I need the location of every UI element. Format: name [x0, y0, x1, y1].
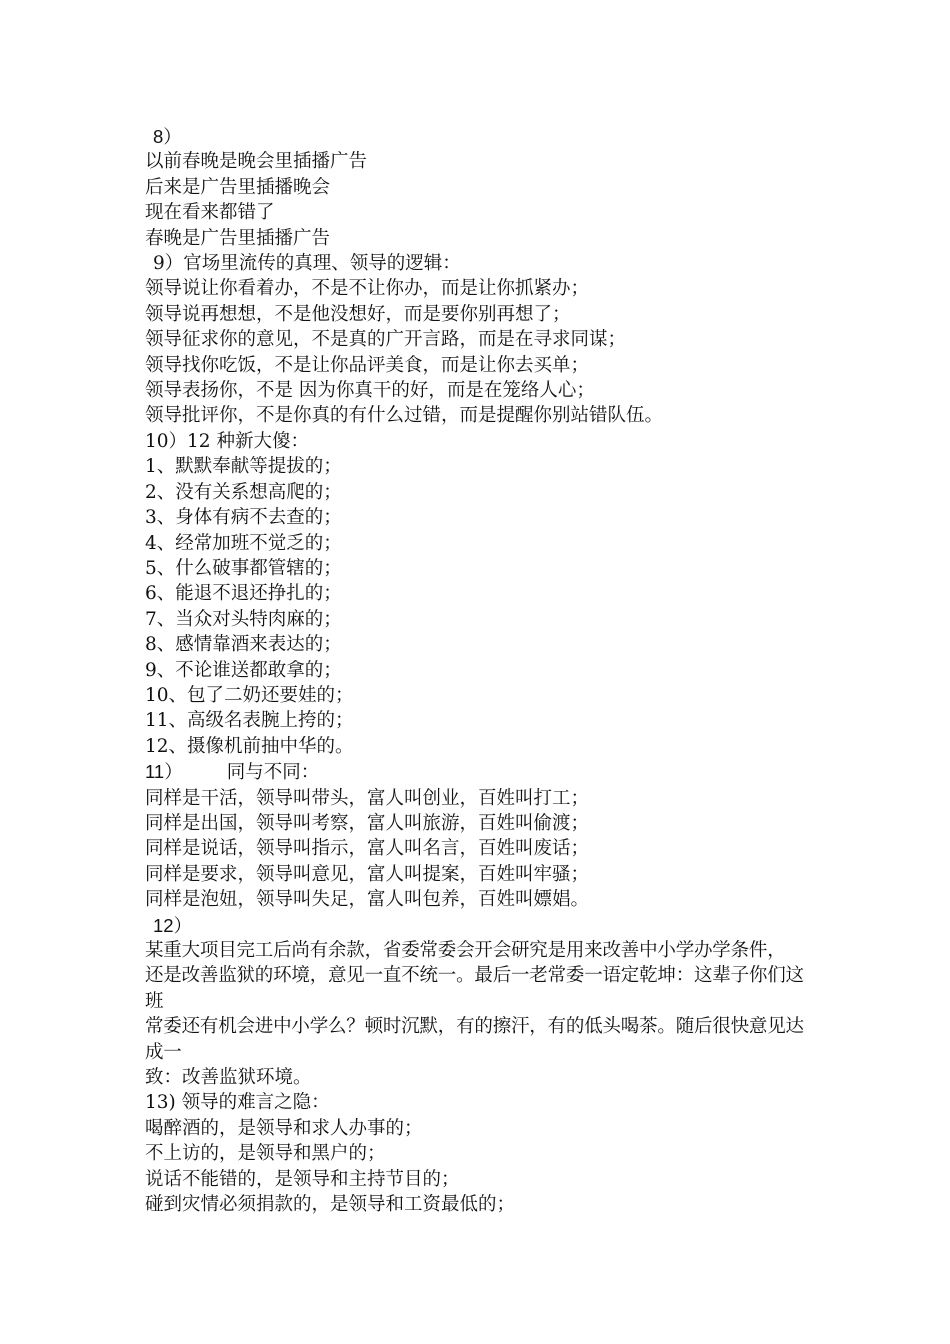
section-12-paragraph-line: 某重大项目完工后尚有余款，省委常委会开会研究是用来改善中小学办学条件，: [145, 940, 786, 961]
section-8-heading: 8）: [153, 126, 182, 147]
section-10-item: 9、不论谁送都敢拿的；: [145, 659, 342, 681]
section-9-heading: 9）官场里流传的真理、领导的逻辑：: [153, 253, 461, 275]
section-11-line: 同样是出国，领导叫考察，富人叫旅游，百姓叫偷渡；: [145, 812, 590, 834]
section-12-paragraph-line: 常委还有机会进中小学么？顿时沉默，有的擦汗，有的低头喝茶。随后很快意见达成一: [145, 1016, 804, 1063]
section-11-heading: [145, 759, 815, 785]
section-11-line: 同样是泡妞，领导叫失足，富人叫包养，百姓叫嫖娼。: [145, 889, 590, 911]
section-9-line: 领导表扬你，不是 因为你真干的好，而是在笼络人心；: [145, 380, 595, 402]
section-10-item: 6、能退不退还挣扎的；: [145, 583, 342, 605]
section-10-item: 3、身体有病不去查的；: [145, 507, 342, 529]
section-10-item: 1、默默奉献等提拔的；: [145, 456, 342, 478]
section-13-line: 喝醉酒的，是领导和求人办事的；: [145, 1117, 423, 1139]
section-11-line: 同样是说话，领导叫指示，富人叫名言，百姓叫废话；: [145, 838, 590, 860]
section-10-item: 10、包了二奶还要娃的；: [145, 684, 354, 706]
section-10-item: 2、没有关系想高爬的；: [145, 481, 342, 503]
section-11-heading-text: 同与不同：: [226, 762, 320, 784]
section-8-line: 后来是广告里插播晚会: [145, 176, 331, 198]
section-11-line: 同样是干活，领导叫带头，富人叫创业，百姓叫打工；: [145, 787, 590, 809]
section-10-item: 7、当众对头特肉麻的；: [145, 608, 342, 630]
section-8-line: 以前春晚是晚会里插播广告: [145, 151, 368, 173]
section-9-line: 领导说让你看着办，不是不让你办，而是让你抓紧办；: [145, 278, 590, 300]
section-9-line: 领导说再想想，不是他没想好，而是要你别再想了；: [145, 303, 571, 325]
section-8-line: 现在看来都错了: [145, 202, 275, 224]
section-10-item: 12、摄像机前抽中华的。: [145, 735, 354, 757]
section-13-line: 说话不能错的，是领导和主持节目的；: [145, 1168, 460, 1190]
section-9-line: 领导批评你，不是你真的有什么过错，而是提醒你别站错队伍。: [145, 405, 664, 427]
section-10-item: 5、什么破事都管辖的；: [145, 557, 342, 579]
section-10-item: 8、感情靠酒来表达的；: [145, 634, 342, 656]
section-12-paragraph-line: 还是改善监狱的环境，意见一直不统一。最后一老常委一语定乾坤：这辈子你们这班: [145, 965, 804, 1012]
section-13-line: 不上访的，是领导和黑户的；: [145, 1143, 386, 1165]
section-8-line: 春晚是广告里插播广告: [145, 227, 331, 249]
section-11-line: 同样是要求，领导叫意见，富人叫提案，百姓叫牢骚；: [145, 863, 590, 885]
section-9-line: 领导找你吃饭，不是让你品评美食，而是让你去买单；: [145, 354, 590, 376]
section-11-heading-number: 11）: [145, 761, 183, 783]
section-10-item: 11、高级名表腕上挎的；: [145, 710, 354, 732]
section-9-line: 领导征求你的意见，不是真的广开言路，而是在寻求同谋；: [145, 329, 627, 351]
section-12-heading: 12）: [153, 914, 193, 936]
section-12-paragraph-line: 致：改善监狱环境。: [145, 1067, 312, 1089]
section-10-item: 4、经常加班不觉乏的；: [145, 532, 342, 554]
section-13-line: 碰到灾情必须捐款的，是领导和工资最低的；: [145, 1194, 516, 1216]
section-10-heading: 10）12 种新大傻：: [145, 430, 309, 452]
section-13-heading: 13) 领导的难言之隐：: [145, 1092, 330, 1114]
document-page: [145, 124, 815, 1217]
